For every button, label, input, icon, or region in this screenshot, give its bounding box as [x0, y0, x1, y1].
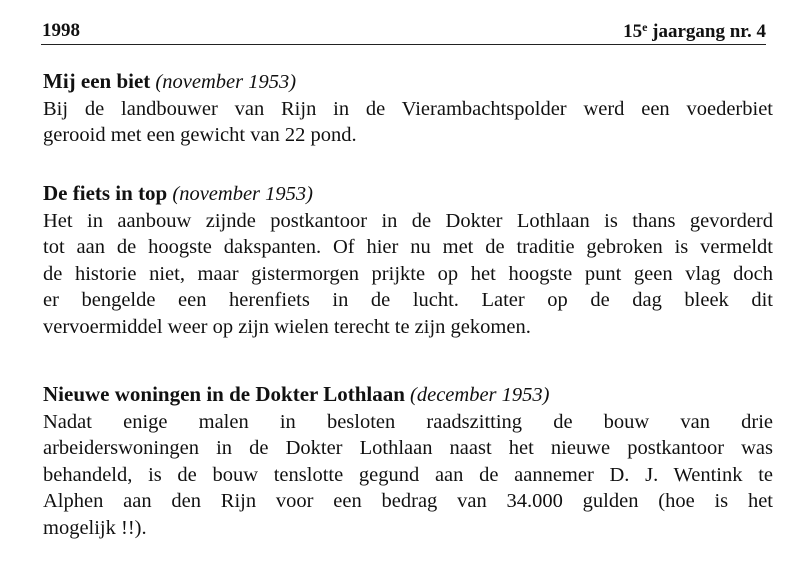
header-year: 1998: [42, 20, 80, 41]
body-line: vervoermiddel weer op zijn wielen terecht te zijn gekomen.: [43, 315, 531, 338]
body-line: er bengelde een herenfiets in de lucht. Later op de dag bleek dit: [43, 289, 773, 311]
article-heading: [43, 68, 773, 96]
header-issue: [623, 20, 766, 43]
article-body: [43, 409, 773, 542]
page-header: [41, 14, 766, 45]
body-line: Nadat enige malen in besloten raadszitting de bouw van drie: [43, 410, 773, 433]
body-line: mogelijk !!).: [43, 516, 147, 539]
article-body: [43, 208, 773, 341]
issue-ordinal-sup: e: [642, 20, 648, 34]
body-line: Het in aanbouw zijnde postkantoor in de Dokter Lothlaan is thans gevorderd: [43, 209, 773, 232]
article-heading: [43, 180, 773, 208]
article-body: [43, 96, 773, 149]
issue-label: jaargang nr. 4: [647, 21, 766, 42]
article-title: Nieuwe woningen in de Dokter Lothlaan: [43, 382, 405, 406]
article-heading: [43, 381, 773, 409]
article-title: Mij een biet: [43, 69, 151, 93]
body-line: tot aan de hoogste dakspanten. Of hier nu met de traditie gebroken is vermeldt: [43, 236, 773, 258]
article-de-fiets-in-top: [43, 180, 773, 340]
article-mij-een-biet: [43, 68, 773, 149]
article-date: (november 1953): [172, 183, 313, 205]
body-line: de historie niet, maar gistermorgen prijkte op het hoogste punt geen vlag doch: [43, 262, 773, 285]
article-title: De fiets in top: [43, 181, 168, 205]
body-line: Alphen aan den Rijn voor een bedrag van 34.000 gulden (hoe is het: [43, 490, 773, 512]
article-date: (december 1953): [410, 384, 550, 406]
body-line: behandeld, is de bouw tenslotte gegund aan de aannemer D. J. Wentink te: [43, 463, 773, 486]
issue-number: 15: [623, 21, 643, 42]
body-line: arbeiderswoningen in de Dokter Lothlaan naast het nieuwe postkantoor was: [43, 437, 773, 459]
article-nieuwe-woningen: [43, 381, 773, 541]
article-date: (november 1953): [155, 71, 297, 93]
body-line: gerooid met een gewicht van 22 pond.: [43, 124, 357, 146]
body-line: Bij de landbouwer van Rijn in de Vierambachtspolder werd een voederbiet: [43, 97, 773, 120]
